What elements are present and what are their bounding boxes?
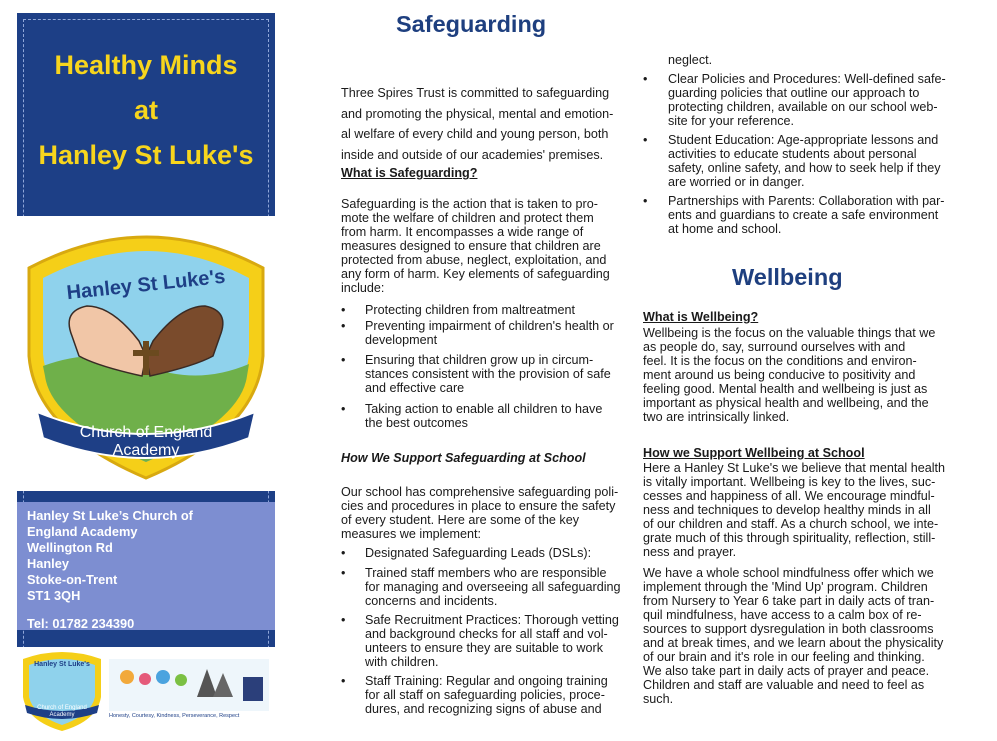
- text-line: and background checks for all staff and vol-: [365, 627, 608, 641]
- text-line: Student Education: Age-appropriate lessons and: [668, 133, 939, 147]
- list-item-text: [668, 133, 941, 189]
- text-line: cies and procedures in place to ensure the safety: [341, 499, 616, 513]
- banner-crest-ribbon-2: Academy: [49, 712, 75, 718]
- list-item: [341, 303, 641, 319]
- list-item-text: [365, 319, 614, 347]
- text-line: development: [365, 333, 438, 347]
- safeguarding-intro: [341, 83, 637, 165]
- address-block: [17, 502, 275, 630]
- text-line: Taking action to enable all children to have: [365, 402, 603, 416]
- text-line: inside and outside of our academies' premises.: [341, 147, 604, 162]
- text-line: of every student. Here are some of the key: [341, 513, 580, 527]
- list-item: [341, 546, 641, 566]
- text-line: such.: [643, 692, 674, 706]
- list-item-text: Protecting children from maltreatment: [365, 303, 575, 317]
- text-line: any form of harm. Key elements of safeguarding: [341, 267, 610, 281]
- text-line: unteers to ensure they are suitable to work: [365, 641, 604, 655]
- text-line: al welfare of every child and young person, both: [341, 127, 609, 141]
- list-item: [341, 353, 641, 402]
- text-line: the best outcomes: [365, 416, 468, 430]
- cover-title-line-3: Hanley St Luke's: [38, 140, 254, 170]
- text-line: Trained staff members who are responsible: [365, 566, 607, 580]
- bullet-icon: •: [341, 566, 346, 580]
- text-line: mote the welfare of children and protect them: [341, 211, 594, 225]
- list-item: [341, 319, 641, 353]
- list-item: [643, 72, 963, 133]
- text-line: is vitally important. Wellbeing is key to the lives, suc-: [643, 475, 936, 489]
- text-line: as people do, say, surround ourselves with and: [643, 340, 906, 354]
- wellbeing-definition: [643, 326, 973, 424]
- bullet-icon: •: [643, 194, 648, 208]
- text-line: measures designed to ensure that children are: [341, 239, 601, 253]
- text-line: stances consistent with the provision of safe: [365, 367, 611, 381]
- bullet-icon: •: [643, 133, 648, 147]
- text-line: and effective care: [365, 381, 465, 395]
- school-banner: [17, 647, 275, 735]
- text-line: Here a Hanley St Luke's we believe that mental health: [643, 461, 946, 475]
- text-line: Our school has comprehensive safeguarding poli-: [341, 485, 619, 499]
- address-line: Hanley St Luke’s Church of: [27, 508, 193, 523]
- text-line: activities to educate students about personal: [668, 147, 917, 161]
- cover-title-line-1: Healthy Minds: [54, 50, 238, 80]
- what-is-wellbeing-heading: What is Wellbeing?: [643, 310, 759, 324]
- list-item: [643, 133, 963, 194]
- text-line: Wellbeing is the focus on the valuable things that we: [643, 326, 936, 340]
- text-line: concerns and incidents.: [365, 594, 498, 608]
- list-item: [341, 613, 641, 674]
- text-line: site for your reference.: [668, 114, 794, 128]
- text-line: Three Spires Trust is committed to safeguarding: [341, 86, 610, 100]
- list-item-text: [365, 402, 602, 430]
- list-item: [341, 566, 641, 613]
- text-line: Preventing impairment of children's health or: [365, 319, 614, 333]
- safeguarding-heading: Safeguarding: [396, 11, 547, 37]
- text-line: from Nursery to Year 6 take part in daily acts of tran-: [643, 594, 935, 608]
- list-item-text: [668, 72, 946, 128]
- address-line: Wellington Rd: [27, 540, 113, 555]
- banner-crest-ribbon-1: Church of England: [37, 705, 87, 711]
- list-item-text: [365, 353, 611, 395]
- text-line: protected from abuse, neglect, exploitation, and: [341, 253, 607, 267]
- list-item-text: [668, 194, 945, 236]
- text-line: Safe Recruitment Practices: Thorough vetting: [365, 613, 619, 627]
- text-line: We also take part in daily acts of prayer and peace.: [643, 664, 930, 678]
- bullet-icon: •: [341, 303, 346, 317]
- text-line: from harm. It encompasses a wide range of: [341, 225, 584, 239]
- bullet-icon: •: [341, 353, 346, 367]
- bullet-icon: •: [341, 613, 346, 627]
- text-line: feeling good. Mental health and wellbeing is just as: [643, 382, 928, 396]
- text-line: grate much of this through spirituality, reflection, still-: [643, 531, 936, 545]
- school-crest-area: [17, 216, 275, 491]
- crest-top-text: Hanley St Luke's: [65, 265, 227, 305]
- list-item: [643, 194, 963, 240]
- text-line: cesses and happiness of all. We encourage mindful-: [643, 489, 935, 503]
- text-line: ness and techniques to develop healthy minds in all: [643, 503, 931, 517]
- bullet-icon: •: [341, 546, 346, 560]
- how-we-support-safeguarding-heading: How We Support Safeguarding at School: [341, 451, 586, 465]
- text-line: of our children and staff. As a church school, we inte-: [643, 517, 939, 531]
- text-line: for all staff on safeguarding policies, proce-: [365, 688, 605, 702]
- text-line: Safeguarding is the action that is taken to pro-: [341, 197, 598, 211]
- text-line: of our brain and it's role in our feeling and thinking.: [643, 650, 925, 664]
- bullet-icon: •: [643, 72, 648, 86]
- cover-panel: [17, 13, 275, 735]
- wellbeing-heading: Wellbeing: [732, 264, 843, 290]
- wellbeing-support-text: [643, 461, 973, 559]
- cover-title-line-2: at: [133, 95, 158, 125]
- text-line: ness and prayer.: [643, 545, 737, 559]
- text-line: important as physical health and wellbeing, and the: [643, 396, 929, 410]
- text-line: include:: [341, 281, 385, 295]
- banner-values-text: Honesty, Courtesy, Kindness, Perseverance, Respect: [109, 713, 240, 719]
- safeguarding-measures-list: [341, 546, 641, 718]
- text-line: Staff Training: Regular and ongoing training: [365, 674, 608, 688]
- address-line: England Academy: [27, 524, 138, 539]
- text-line: with children.: [365, 655, 439, 669]
- banner-crest-top-text: Hanley St Luke's: [34, 661, 90, 668]
- safeguarding-measures-continued: [643, 72, 963, 240]
- text-line: measures we implement:: [341, 527, 481, 541]
- address-line: Stoke-on-Trent: [27, 572, 118, 587]
- text-line: at home and school.: [668, 222, 782, 236]
- text-line: two are intrinsically linked.: [643, 410, 790, 424]
- text-line: ment around us being conducive to positivity and: [643, 368, 916, 382]
- bullet-icon: •: [341, 402, 346, 416]
- address-line: Hanley: [27, 556, 69, 571]
- mind-up-text: [643, 566, 973, 706]
- list-item-text: [365, 674, 608, 716]
- continued-text: neglect.: [668, 53, 713, 67]
- text-line: for managing and overseeing all safeguarding: [365, 580, 621, 594]
- bullet-icon: •: [341, 319, 346, 333]
- crest-ribbon-line-2: Academy: [112, 442, 180, 459]
- list-item-text: [365, 613, 619, 669]
- text-line: and promoting the physical, mental and emotion-: [341, 106, 614, 121]
- text-line: Partnerships with Parents: Collaboration with par-: [668, 194, 945, 208]
- list-item-text: Designated Safeguarding Leads (DSLs):: [365, 546, 592, 560]
- text-line: Ensuring that children grow up in circum-: [365, 353, 594, 367]
- text-line: implement through the 'Mind Up' program. Children: [643, 580, 928, 594]
- text-line: and at break times, and we learn about the physicality: [643, 636, 944, 650]
- text-line: safety, online safety, and how to seek help if they: [668, 161, 941, 175]
- text-line: feel. It is the focus on the conditions and environ-: [643, 354, 917, 368]
- what-is-safeguarding-heading: What is Safeguarding?: [341, 166, 478, 180]
- text-line: ents and guardians to create a safe environment: [668, 208, 939, 222]
- text-line: dures, and recognizing signs of abuse and: [365, 702, 602, 716]
- telephone-number: Tel: 01782 234390: [27, 616, 135, 631]
- text-line: guarding policies that outline our approach to: [668, 86, 920, 100]
- text-line: protecting children, available on our school web-: [668, 100, 938, 114]
- text-line: Children and staff are valuable and need to feel as: [643, 678, 925, 692]
- crest-ribbon-line-1: Church of England: [79, 424, 213, 441]
- text-line: are worried or in danger.: [668, 175, 805, 189]
- safeguarding-support-intro: [341, 485, 641, 541]
- how-we-support-wellbeing-heading: How we Support Wellbeing at School: [643, 446, 865, 460]
- list-item: [341, 674, 641, 718]
- list-item: [341, 402, 641, 432]
- address-line: ST1 3QH: [27, 588, 81, 603]
- text-line: Clear Policies and Procedures: Well-defined safe-: [668, 72, 946, 86]
- list-item-text: [365, 566, 621, 608]
- bullet-icon: •: [341, 674, 346, 688]
- safeguarding-definition: [341, 197, 637, 295]
- text-line: We have a whole school mindfulness offer which we: [643, 566, 934, 580]
- safeguarding-elements-list: [341, 303, 641, 432]
- text-line: sources to support dysregulation in both classrooms: [643, 622, 934, 636]
- text-line: quil mindfulness, have access to a calm box of re-: [643, 608, 922, 622]
